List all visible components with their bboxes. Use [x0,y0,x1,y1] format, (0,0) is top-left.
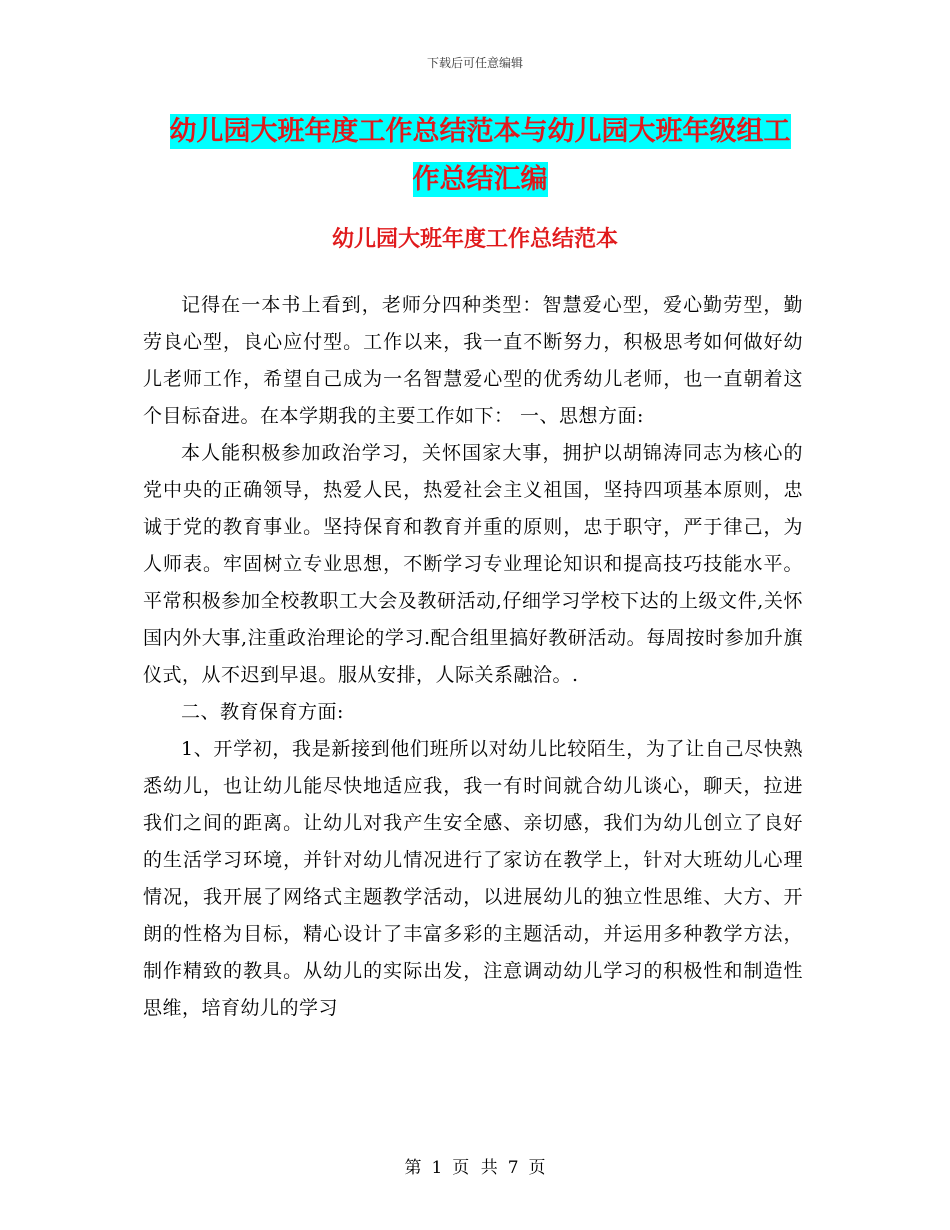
document-title-line-1: 幼儿园大班年度工作总结范本与幼儿园大班年级组工 [169,116,791,147]
page-footer [0,1153,950,1178]
footer-middle: 页 共 [452,1158,498,1178]
paragraph: 记得在一本书上看到，老师分四种类型：智慧爱心型，爱心勤劳型，勤劳良心型，良心应付型。工作以来，我一直不断努力，积极思考如何做好幼儿老师工作，希望自己成为一名智慧爱心型的优秀幼儿老师，也一直朝着这个目标奋进。在本学期我的主要工作如下： 一、思想方面: [143,294,803,427]
paragraph: 本人能积极参加政治学习，关怀国家大事，拥护以胡锦涛同志为核心的党中央的正确领导，热爱人民，热爱社会主义祖国，坚持四项基本原则，忠诚于党的教育事业。坚持保育和教育并重的原则，忠于职守，严于律己，为人师表。牢固树立专业思想，不断学习专业理论知识和提高技巧技能水平。平常积极参加全校教职工大会及教研活动,仔细学习学校下达的上级文件,关怀国内外大事,注重政治理论的学习.配合组里搞好教研活动。每周按时参加升旗仪式，从不迟到早退。服从安排，人际关系融洽。. [143,442,803,686]
footer-suffix: 页 [528,1158,546,1178]
section-title: 幼儿园大班年度工作总结范本 [331,227,618,252]
footer-prefix: 第 [404,1158,422,1178]
paragraph: 二、教育保育方面: [181,701,344,723]
document-title-line-2: 作总结汇编 [412,164,548,195]
footer-total-pages: 7 [507,1158,519,1178]
paragraph: 1、开学初，我是新接到他们班所以对幼儿比较陌生，为了让自己尽快熟悉幼儿，也让幼儿能尽快地适应我，我一有时间就合幼儿谈心，聊天，拉进我们之间的距离。让幼儿对我产生安全感、亲切感，我们为幼儿创立了良好的生活学习环境，并针对幼儿情况进行了家访在教学上，针对大班幼儿心理情况，我开展了网络式主题教学活动，以进展幼儿的独立性思维、大方、开朗的性格为目标，精心设计了丰富多彩的主题活动，并运用多种教学方法，制作精致的教具。从幼儿的实际出发，注意调动幼儿学习的积极性和制造性思维，培育幼儿的学习 [143,738,803,1019]
document-title [150,108,810,204]
document-body [143,287,803,1027]
header-note: 下载后可任意编辑 [426,56,523,70]
footer-page-number: 1 [431,1158,443,1178]
